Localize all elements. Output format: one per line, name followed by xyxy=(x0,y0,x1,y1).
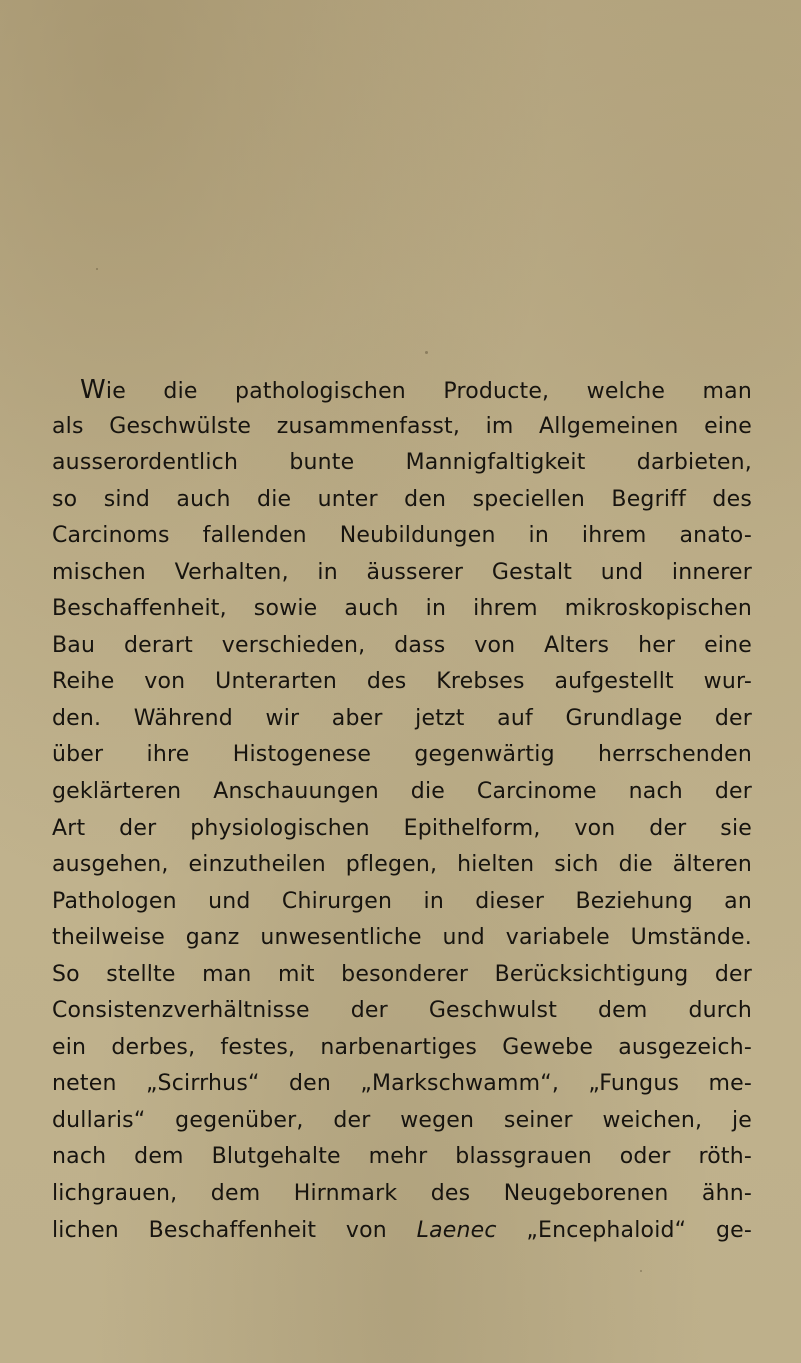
text-line: Reihe von Unterarten des Krebses aufgestellt wur- xyxy=(52,669,752,695)
text-line: Consistenzverhältnisse der Geschwulst dem durch xyxy=(52,998,752,1024)
text-line xyxy=(52,372,752,409)
paper-speck xyxy=(640,1270,642,1272)
text-line: den. Während wir aber jetzt auf Grundlage der xyxy=(52,705,752,731)
text-line: neten „Scirrhus“ den „Markschwamm“, „Fungus me- xyxy=(52,1071,752,1097)
paper-speck xyxy=(96,268,98,270)
text-line-content: ie die pathologischen Producte, welche man xyxy=(105,379,752,404)
text-line: mischen Verhalten, in äusserer Gestalt und innerer xyxy=(52,559,752,585)
text-line: ausserordentlich bunte Mannigfaltigkeit darbieten, xyxy=(52,450,752,476)
text-fragment: „Encephaloid“ ge- xyxy=(496,1217,753,1243)
text-line: Carcinoms fallenden Neubildungen in ihrem anato- xyxy=(52,523,752,549)
text-line: geklärteren Anschauungen die Carcinome nach der xyxy=(52,779,752,805)
text-line: lichgrauen, dem Hirnmark des Neugeborenen ähn- xyxy=(52,1181,752,1207)
text-line: Bau derart verschieden, dass von Alters her eine xyxy=(52,632,752,658)
text-line: So stellte man mit besonderer Berücksichtigung der xyxy=(52,961,752,987)
text-line-last xyxy=(52,1213,752,1250)
text-line: Pathologen und Chirurgen in dieser Beziehung an xyxy=(52,888,752,914)
text-line: Beschaffenheit, sowie auch in ihrem mikroskopischen xyxy=(52,596,752,622)
text-line: so sind auch die unter den speciellen Begriff des xyxy=(52,486,752,512)
paper-speck xyxy=(425,351,428,354)
initial-letter: W xyxy=(80,375,106,405)
text-line: ein derbes, festes, narbenartiges Gewebe ausgezeich- xyxy=(52,1034,752,1060)
text-line: als Geschwülste zusammenfasst, im Allgemeinen eine xyxy=(52,413,752,439)
text-line: über ihre Histogenese gegenwärtig herrschenden xyxy=(52,742,752,768)
author-name-italic: Laenec xyxy=(416,1217,497,1243)
text-line: nach dem Blutgehalte mehr blassgrauen oder röth- xyxy=(52,1144,752,1170)
text-line: theilweise ganz unwesentliche und variabele Umstände. xyxy=(52,925,752,951)
text-line: ausgehen, einzutheilen pflegen, hielten sich die älteren xyxy=(52,852,752,878)
body-paragraph xyxy=(52,372,752,1249)
text-fragment: lichen Beschaffenheit von xyxy=(52,1217,417,1243)
text-line: Art der physiologischen Epithelform, von der sie xyxy=(52,815,752,841)
text-line: dullaris“ gegenüber, der wegen seiner weichen, je xyxy=(52,1107,752,1133)
